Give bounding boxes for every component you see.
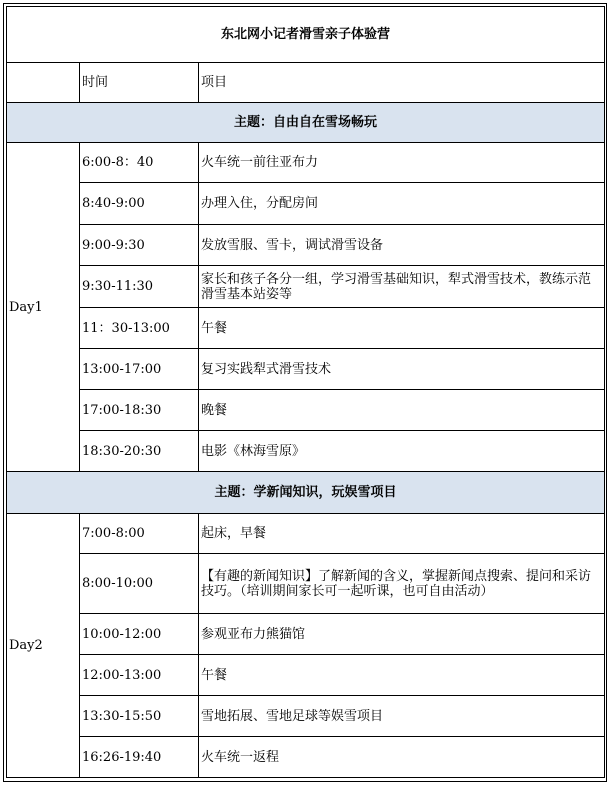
theme-row-2 xyxy=(7,472,605,514)
time-cell: 17:00-18:30 xyxy=(80,390,199,431)
item-cell: 办理入住，分配房间 xyxy=(199,183,605,225)
header-day xyxy=(7,63,80,103)
item-cell: 发放雪服、雪卡，调试滑雪设备 xyxy=(199,225,605,266)
item-cell: 家长和孩子各分一组，学习滑雪基础知识，犁式滑雪技术，教练示范滑雪基本站姿等 xyxy=(199,266,605,308)
time-cell: 13:00-17:00 xyxy=(80,349,199,390)
time-cell: 7:00-8:00 xyxy=(80,514,199,554)
day-label: Day1 xyxy=(7,143,80,472)
time-cell: 9:00-9:30 xyxy=(80,225,199,266)
item-cell: 火车统一前往亚布力 xyxy=(199,143,605,183)
table-row xyxy=(7,655,605,696)
time-cell: 10:00-12:00 xyxy=(80,614,199,655)
table-row xyxy=(7,696,605,737)
item-cell: 【有趣的新闻知识】了解新闻的含义，掌握新闻点搜索、提问和采访技巧。（培训期间家长可一起听课，也可自由活动） xyxy=(199,554,605,614)
item-cell: 午餐 xyxy=(199,655,605,696)
table-row xyxy=(7,308,605,349)
table-row xyxy=(7,143,605,183)
time-cell: 12:00-13:00 xyxy=(80,655,199,696)
table-row xyxy=(7,266,605,308)
item-cell: 复习实践犁式滑雪技术 xyxy=(199,349,605,390)
theme-title: 主题：自由自在雪场畅玩 xyxy=(7,103,605,143)
table-row xyxy=(7,225,605,266)
theme-row-1 xyxy=(7,103,605,143)
time-cell: 9:30-11:30 xyxy=(80,266,199,308)
item-cell: 起床，早餐 xyxy=(199,514,605,554)
time-cell: 18:30-20:30 xyxy=(80,431,199,472)
item-cell: 晚餐 xyxy=(199,390,605,431)
table-row xyxy=(7,390,605,431)
time-cell: 16:26-19:40 xyxy=(80,737,199,778)
time-cell: 6:00-8：40 xyxy=(80,143,199,183)
header-item: 项目 xyxy=(199,63,605,103)
time-cell: 13:30-15:50 xyxy=(80,696,199,737)
table-row xyxy=(7,431,605,472)
time-cell: 11：30-13:00 xyxy=(80,308,199,349)
day-label: Day2 xyxy=(7,514,80,778)
table-row xyxy=(7,554,605,614)
table-row xyxy=(7,183,605,225)
table-row xyxy=(7,514,605,554)
header-row xyxy=(7,63,605,103)
title-row xyxy=(7,7,605,63)
table-row xyxy=(7,349,605,390)
table-row xyxy=(7,614,605,655)
header-time: 时间 xyxy=(80,63,199,103)
theme-title: 主题：学新闻知识，玩娱雪项目 xyxy=(7,472,605,514)
table-row xyxy=(7,737,605,778)
item-cell: 火车统一返程 xyxy=(199,737,605,778)
item-cell: 参观亚布力熊猫馆 xyxy=(199,614,605,655)
time-cell: 8:00-10:00 xyxy=(80,554,199,614)
time-cell: 8:40-9:00 xyxy=(80,183,199,225)
schedule-table xyxy=(6,6,605,778)
item-cell: 电影《林海雪原》 xyxy=(199,431,605,472)
table-title: 东北网小记者滑雪亲子体验营 xyxy=(7,7,605,63)
item-cell: 雪地拓展、雪地足球等娱雪项目 xyxy=(199,696,605,737)
item-cell: 午餐 xyxy=(199,308,605,349)
schedule-frame xyxy=(3,3,607,782)
